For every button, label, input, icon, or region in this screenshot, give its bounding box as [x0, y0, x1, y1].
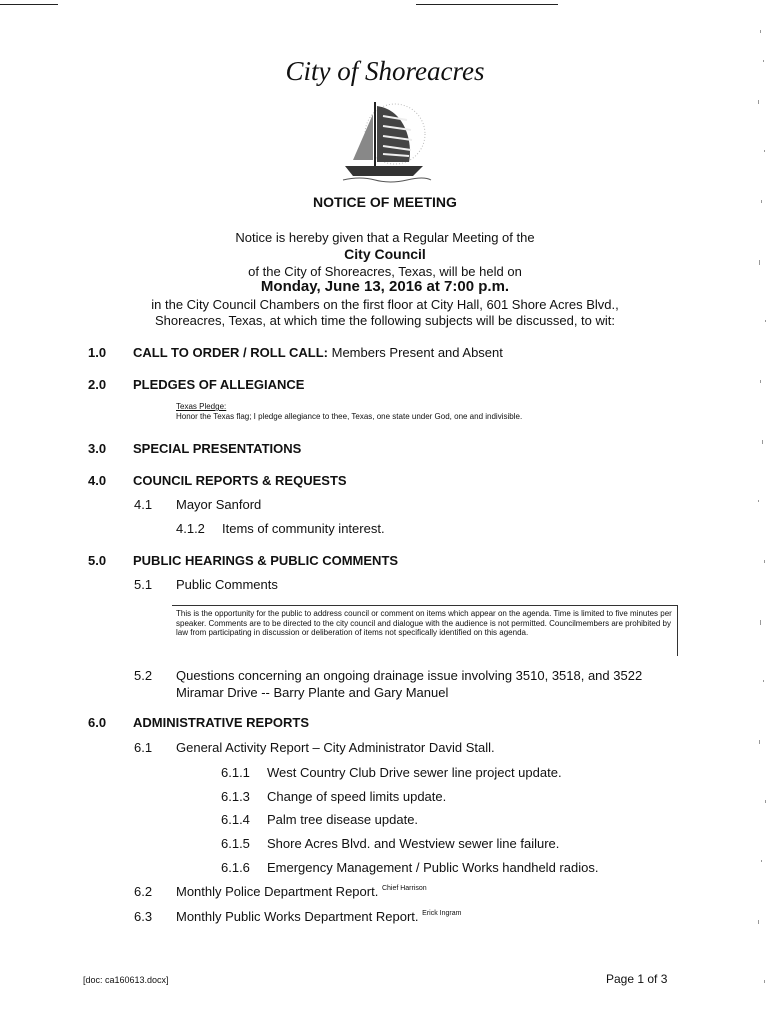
subitem-text: Palm tree disease update.: [267, 812, 419, 827]
item-number: 6.2: [134, 884, 153, 899]
item-number: 5.1: [134, 577, 153, 592]
top-rule-left: [0, 4, 58, 5]
item-drainage-line-2: Miramar Drive -- Barry Plante and Gary Manuel: [176, 685, 449, 700]
intro-line-3: in the City Council Chambers on the first floor at City Hall, 601 Shore Acres Blvd.,: [151, 297, 619, 312]
section-title-council-reports: COUNCIL REPORTS & REQUESTS: [133, 473, 347, 488]
city-name: City of Shoreacres: [285, 56, 485, 86]
body-name: City Council: [344, 246, 426, 262]
sailboat-logo-icon: [335, 92, 435, 187]
item-police-report-text: Monthly Police Department Report.: [176, 884, 379, 899]
subitem-number: 6.1.6: [221, 860, 250, 875]
subitem-number: 4.1.2: [176, 521, 205, 536]
item-general-activity: General Activity Report – City Administrator David Stall.: [176, 740, 495, 755]
section-title-special-presentations: SPECIAL PRESENTATIONS: [133, 441, 302, 456]
subitem-text: Emergency Management / Public Works handheld radios.: [267, 860, 599, 875]
pledge-text: Honor the Texas flag; I pledge allegiance to thee, Texas, one state under God, one and indivisible.: [176, 412, 523, 421]
item-public-works-report-text: Monthly Public Works Department Report.: [176, 909, 419, 924]
section-number: 2.0: [88, 377, 107, 392]
item-number: 6.1: [134, 740, 153, 755]
item-mayor: Mayor Sanford: [176, 497, 262, 512]
item-public-comments: Public Comments: [176, 577, 278, 592]
public-comment-note: This is the opportunity for the public to address council or comment on items which appear on the agenda. Time is limited to five minutes per speaker. Comments are to be directed to the city council and dialogue with the audience is not permitted. Councilmembers are prohibited by law from participating in discussion or deliberation of items not specifically identified on this agenda.: [172, 605, 678, 656]
item-number: 4.1: [134, 497, 153, 512]
meeting-date-time: Monday, June 13, 2016 at 7:00 p.m.: [260, 278, 510, 295]
section-title-call-to-order: [133, 345, 503, 360]
intro-line-4: Shoreacres, Texas, at which time the following subjects will be discussed, to wit:: [154, 313, 616, 328]
section-title-administrative-reports: ADMINISTRATIVE REPORTS: [133, 715, 309, 730]
section-title-pledges: PLEDGES OF ALLEGIANCE: [133, 377, 305, 392]
section-number: 6.0: [88, 715, 107, 730]
subitem-number: 6.1.5: [221, 836, 250, 851]
notice-title: NOTICE OF MEETING: [313, 194, 457, 210]
section-title-text: CALL TO ORDER / ROLL CALL:: [133, 345, 328, 360]
section-detail: Members Present and Absent: [328, 345, 503, 360]
pledge-label: Texas Pledge:: [176, 402, 227, 411]
subitem-text: Change of speed limits update.: [267, 789, 447, 804]
subitem-text: West Country Club Drive sewer line project update.: [267, 765, 562, 780]
page-number: Page 1 of 3: [606, 972, 668, 986]
intro-line-2: of the City of Shoreacres, Texas, will be held on: [248, 264, 522, 279]
subitem-number: 6.1.3: [221, 789, 250, 804]
presenter-note: Erick Ingram: [422, 910, 462, 917]
item-number: 5.2: [134, 668, 153, 683]
section-number: 5.0: [88, 553, 107, 568]
item-drainage-line-1: Questions concerning an ongoing drainage issue involving 3510, 3518, and 3522: [176, 668, 643, 683]
section-number: 1.0: [88, 345, 107, 360]
presenter-note: Chief Harrison: [381, 885, 427, 892]
section-number: 4.0: [88, 473, 107, 488]
subitem-number: 6.1.1: [221, 765, 250, 780]
top-rule-center: [416, 4, 558, 5]
doc-reference: [doc: ca160613.docx]: [83, 975, 169, 985]
item-police-report: [176, 884, 427, 899]
subitem-number: 6.1.4: [221, 812, 250, 827]
subitem-text: Shore Acres Blvd. and Westview sewer line failure.: [267, 836, 560, 851]
section-number: 3.0: [88, 441, 107, 456]
section-title-public-hearings: PUBLIC HEARINGS & PUBLIC COMMENTS: [133, 553, 399, 568]
item-number: 6.3: [134, 909, 153, 924]
scan-edge-noise: [748, 20, 770, 1020]
intro-line-1: Notice is hereby given that a Regular Meeting of the: [235, 230, 535, 245]
item-public-works-report: [176, 909, 461, 924]
subitem-community-interest: Items of community interest.: [222, 521, 385, 536]
